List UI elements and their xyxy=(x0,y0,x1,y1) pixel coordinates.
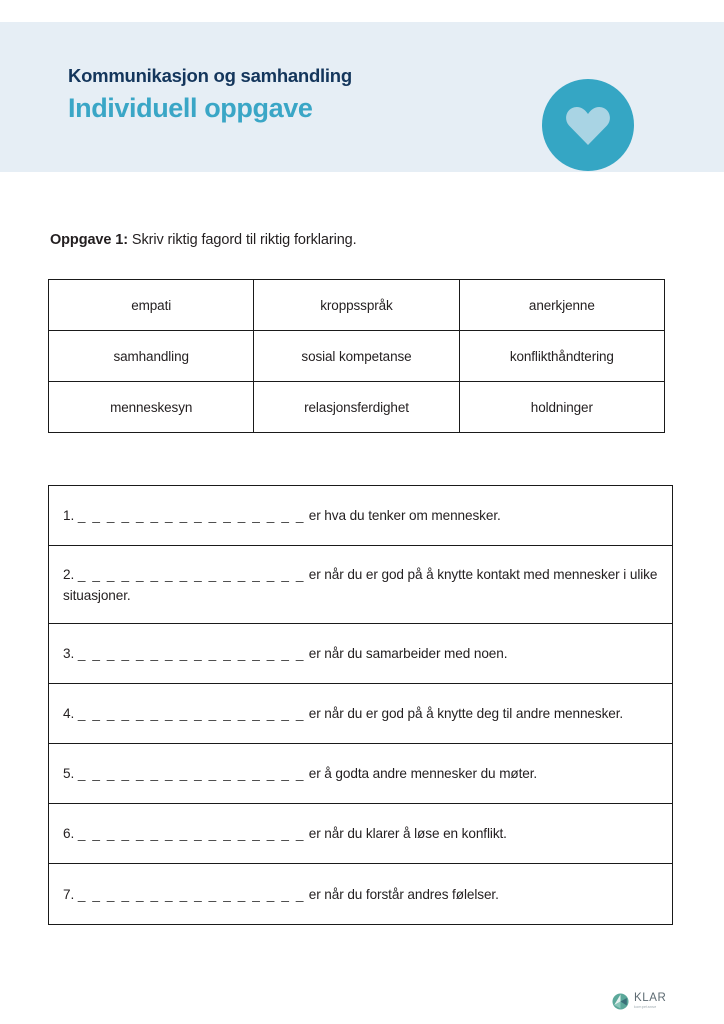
header-kicker: Kommunikasjon og samhandling xyxy=(68,65,352,86)
statement-number: 4. xyxy=(63,706,75,722)
footer-brand-name: KLAR xyxy=(634,992,667,1005)
klar-mark-icon xyxy=(612,993,629,1010)
statement-row xyxy=(49,804,672,864)
table-row xyxy=(49,280,665,331)
statement-body: er å godta andre mennesker du møter. xyxy=(308,766,538,782)
statement-number: 5. xyxy=(63,766,75,782)
word-cell: samhandling xyxy=(49,331,254,382)
statement-row xyxy=(49,744,672,804)
statement-number: 7. xyxy=(63,886,75,902)
task-instruction: Skriv riktig fagord til riktig forklaring. xyxy=(131,232,357,248)
statement-text xyxy=(63,505,501,526)
word-cell: relasjonsferdighet xyxy=(254,382,459,433)
word-bank-table xyxy=(48,279,665,433)
header-badge xyxy=(542,79,634,171)
page-title: Individuell oppgave xyxy=(68,93,313,124)
task-label: Oppgave 1: xyxy=(50,232,128,248)
header-inner xyxy=(0,22,724,172)
footer-logo xyxy=(612,993,666,1010)
statement-number: 1. xyxy=(63,508,75,524)
statement-row xyxy=(49,546,672,624)
word-cell: holdninger xyxy=(459,382,664,433)
header-titles xyxy=(68,64,352,126)
answer-blank[interactable]: _ _ _ _ _ _ _ _ _ _ _ _ _ _ _ _ xyxy=(77,886,306,902)
table-row xyxy=(49,331,665,382)
statement-body: er når du er god på å knytte kontakt med mennesker i ulike situasjoner. xyxy=(63,566,658,603)
statement-number: 6. xyxy=(63,826,75,842)
answer-blank[interactable]: _ _ _ _ _ _ _ _ _ _ _ _ _ _ _ _ xyxy=(77,706,306,722)
word-cell: sosial kompetanse xyxy=(254,331,459,382)
statement-number: 3. xyxy=(63,646,75,662)
task-prompt xyxy=(50,232,357,248)
answer-blank[interactable]: _ _ _ _ _ _ _ _ _ _ _ _ _ _ _ _ xyxy=(77,826,306,842)
footer-brand-subtitle: kompetanse xyxy=(634,1005,657,1010)
statements-box xyxy=(48,485,673,925)
statement-row xyxy=(49,864,672,924)
statement-text xyxy=(63,643,507,664)
statement-number: 2. xyxy=(63,566,75,582)
statement-body: er når du forstår andres følelser. xyxy=(308,886,499,902)
statement-body: er hva du tenker om mennesker. xyxy=(308,508,501,524)
word-cell: empati xyxy=(49,280,254,331)
footer-wordmark xyxy=(634,993,666,1010)
statement-body: er når du samarbeider med noen. xyxy=(308,646,508,662)
word-cell: kroppsspråk xyxy=(254,280,459,331)
statement-text xyxy=(63,823,507,844)
answer-blank[interactable]: _ _ _ _ _ _ _ _ _ _ _ _ _ _ _ _ xyxy=(77,766,306,782)
statement-row xyxy=(49,486,672,546)
table-row xyxy=(49,382,665,433)
statement-text xyxy=(63,884,499,905)
answer-blank[interactable]: _ _ _ _ _ _ _ _ _ _ _ _ _ _ _ _ xyxy=(77,508,306,524)
word-cell: konflikthåndtering xyxy=(459,331,664,382)
word-cell: menneskesyn xyxy=(49,382,254,433)
word-cell: anerkjenne xyxy=(459,280,664,331)
statement-body: er når du er god på å knytte deg til andre mennesker. xyxy=(308,706,624,722)
answer-blank[interactable]: _ _ _ _ _ _ _ _ _ _ _ _ _ _ _ _ xyxy=(77,646,306,662)
statement-text xyxy=(63,763,537,784)
heart-icon xyxy=(565,104,611,146)
answer-blank[interactable]: _ _ _ _ _ _ _ _ _ _ _ _ _ _ _ _ xyxy=(77,566,306,582)
statement-body: er når du klarer å løse en konflikt. xyxy=(308,826,507,842)
page-header xyxy=(0,22,724,172)
statement-row xyxy=(49,684,672,744)
statement-row xyxy=(49,624,672,684)
statement-text xyxy=(63,564,658,606)
statement-text xyxy=(63,703,623,724)
